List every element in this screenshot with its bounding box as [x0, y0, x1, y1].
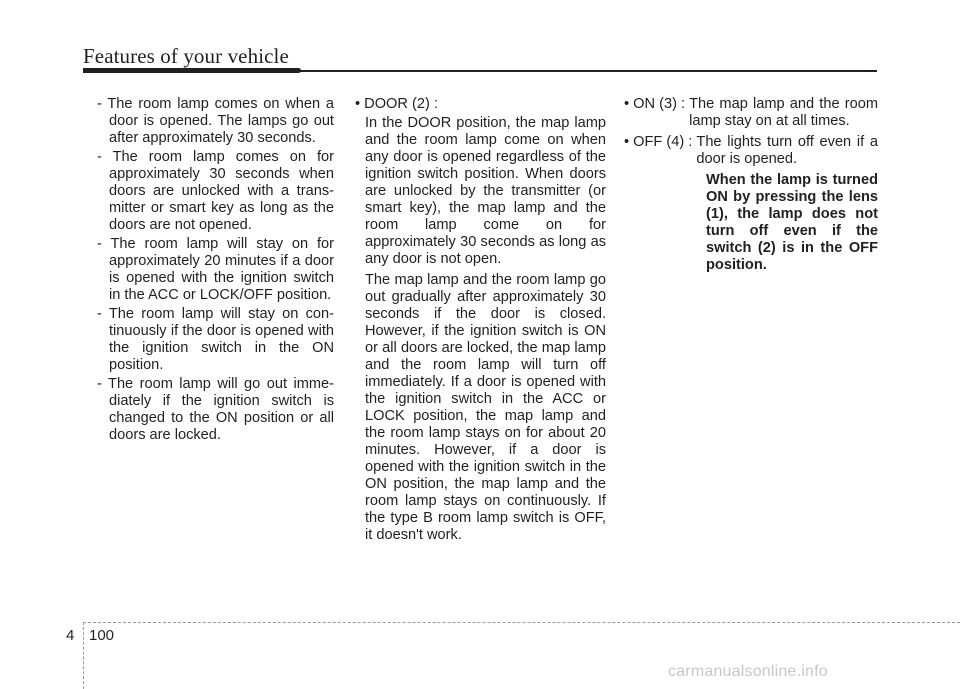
column-3 — [624, 96, 878, 274]
list-item: - The room lamp will stay on continuously if the door is opened with the ignition switch in the ON position. — [97, 306, 334, 373]
header-rule — [299, 70, 877, 72]
page-number: 100 — [89, 627, 115, 644]
column-1 — [97, 96, 334, 446]
column-2 — [355, 96, 606, 548]
footer-horizontal-rule — [83, 622, 960, 623]
list-item: - The room lamp comes on for approximately 30 seconds when doors are unlocked with a transmitter or smart key as long as the doors are not opened. — [97, 149, 334, 233]
page-header-title: Features of your vehicle — [83, 44, 289, 68]
chapter-number: 4 — [66, 627, 75, 644]
door-paragraph-2: The map lamp and the room lamp go out gradually after approximately 30 seconds if the door is closed. However, if the ignition switch is ON or all doors are locked, the map lamp and the room lamp will turn off immediately. If a door is opened with the ignition switch in the ACC or LOCK position, the map lamp and the room lamp stays on for about 20 minutes. However, if a door is opened with the ignition switch in the ON position, the map lamp and the room lamp stays on continuously. If the type B room lamp switch is OFF, it doesn't work. — [365, 272, 606, 543]
door-paragraph-1: In the DOOR position, the map lamp and the room lamp come on when any door is opened regardless of the ignition switch position. When doors are unlocked by the transmitter (or smart key), the map lamp and the room lamp come on for approximately 30 seconds as long as any door is not open. — [365, 115, 606, 267]
off-term: • OFF (4) : — [624, 134, 697, 150]
list-item: - The room lamp will go out immediately if the ignition switch is changed to the ON position or all doors are locked. — [97, 376, 334, 443]
on-term: • ON (3) : — [624, 96, 690, 112]
footer-vertical-rule — [83, 622, 84, 689]
off-description: The lights turn off even if a door is opened. — [696, 134, 878, 167]
watermark-text: carmanualsonline.info — [668, 663, 828, 680]
list-item: - The room lamp comes on when a door is opened. The lamps go out after approximately 30 seconds. — [97, 96, 334, 146]
on-description: The map lamp and the room lamp stay on at all times. — [689, 96, 878, 129]
bold-note: When the lamp is turned ON by pressing the lens (1), the lamp does not turn off even if the switch (2) is in the OFF position. — [706, 172, 878, 273]
on-definition — [624, 96, 878, 130]
off-definition — [624, 134, 878, 168]
header-bar — [83, 68, 301, 73]
list-item: - The room lamp will stay on for approximately 20 minutes if a door is opened with the ignition switch in the ACC or LOCK/OFF position. — [97, 236, 334, 303]
door-heading: • DOOR (2) : — [355, 96, 438, 112]
